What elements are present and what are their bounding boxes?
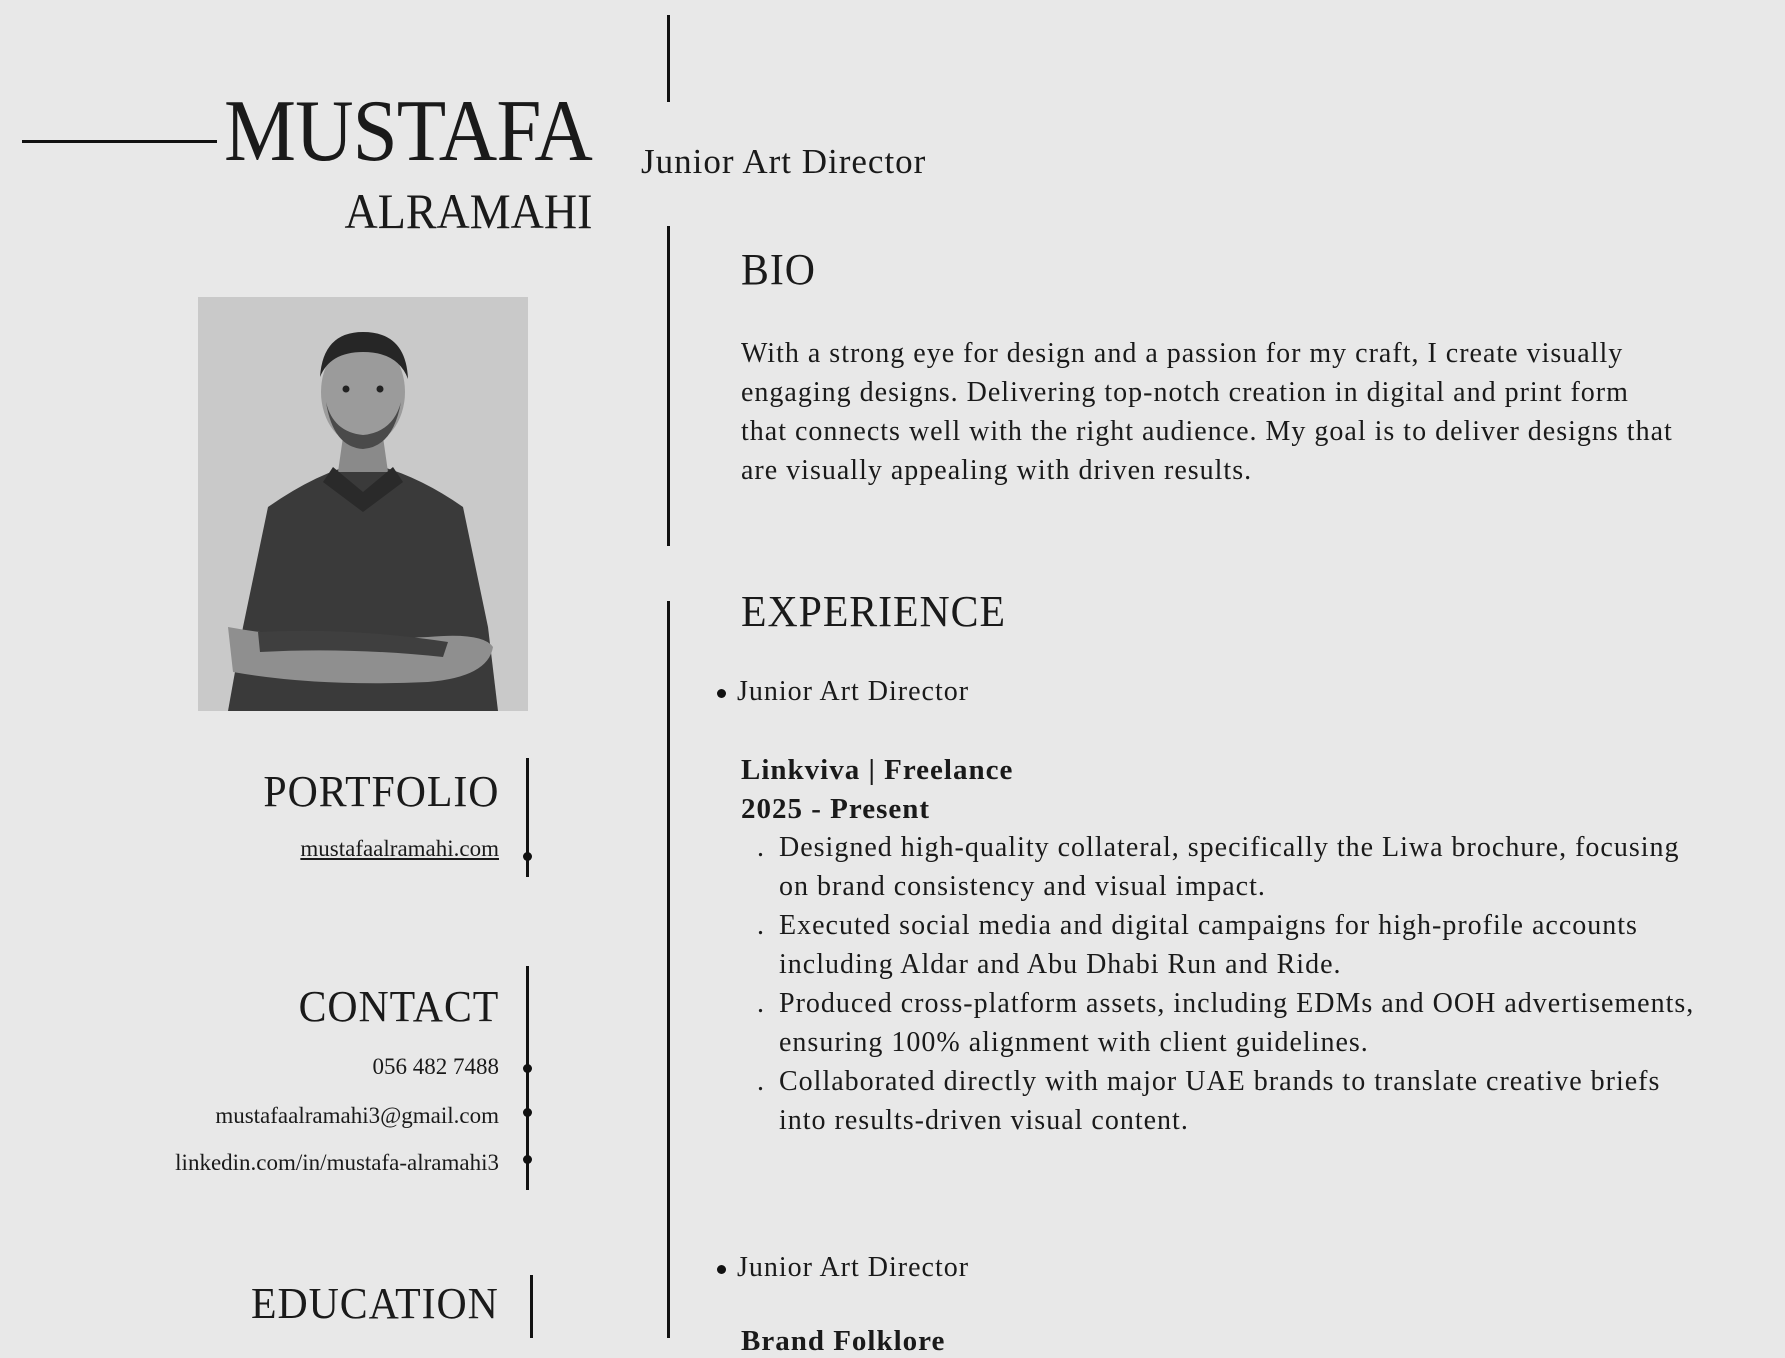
portfolio-heading: PORTFOLIO xyxy=(263,767,499,816)
job-company: Linkviva | Freelance xyxy=(741,754,1014,786)
phone-number: 056 482 7488 xyxy=(372,1054,499,1079)
portfolio-link[interactable]: mustafaalramahi.com xyxy=(300,836,499,861)
experience-heading: EXPERIENCE xyxy=(741,587,1006,636)
job-company: Brand Folklore xyxy=(741,1325,946,1357)
job-role: Junior Art Director xyxy=(717,1252,969,1284)
linkedin-url: linkedin.com/in/mustafa-alramahi3 xyxy=(175,1150,499,1175)
header-divider xyxy=(667,15,670,102)
first-name: MUSTAFA xyxy=(224,83,592,180)
job-role: Junior Art Director xyxy=(717,676,969,708)
bio-heading: BIO xyxy=(741,245,816,294)
job-dates: 2025 - Present xyxy=(741,793,931,825)
linkedin-dot xyxy=(523,1155,532,1164)
bio-text: With a strong eye for design and a passion for my craft, I create visually engaging designs. Delivering top-notch creation in digital and print form that connects well with the right audience. My goal is to deliver designs that are visually appealing with driven results. xyxy=(741,338,1673,486)
profile-photo xyxy=(198,297,528,711)
contact-heading: CONTACT xyxy=(298,982,499,1031)
job-title: Junior Art Director xyxy=(641,142,927,181)
bullet-icon xyxy=(717,689,726,698)
experience-divider xyxy=(667,601,670,1338)
bullet-icon xyxy=(717,1265,726,1274)
bio-divider xyxy=(667,226,670,546)
header-rule xyxy=(22,140,217,143)
education-divider xyxy=(530,1275,533,1338)
responsibility-list xyxy=(757,828,1707,1140)
list-item: . Designed high-quality collateral, specifically the Liwa brochure, focusing on brand consistency and visual impact. xyxy=(757,828,1707,906)
portfolio-dot xyxy=(523,852,532,861)
email-address: mustafaalramahi3@gmail.com xyxy=(215,1103,499,1128)
last-name: ALRAMAHI xyxy=(344,183,592,239)
education-heading: EDUCATION xyxy=(251,1279,499,1328)
list-item: . Produced cross-platform assets, including EDMs and OOH advertisements, ensuring 100% alignment with client guidelines. xyxy=(757,984,1707,1062)
portrait-photo xyxy=(198,297,528,711)
list-item: . Executed social media and digital campaigns for high-profile accounts including Aldar and Abu Dhabi Run and Ride. xyxy=(757,906,1707,984)
email-dot xyxy=(523,1108,532,1117)
phone-dot xyxy=(523,1064,532,1073)
list-item: . Collaborated directly with major UAE brands to translate creative briefs into results-driven visual content. xyxy=(757,1062,1707,1140)
